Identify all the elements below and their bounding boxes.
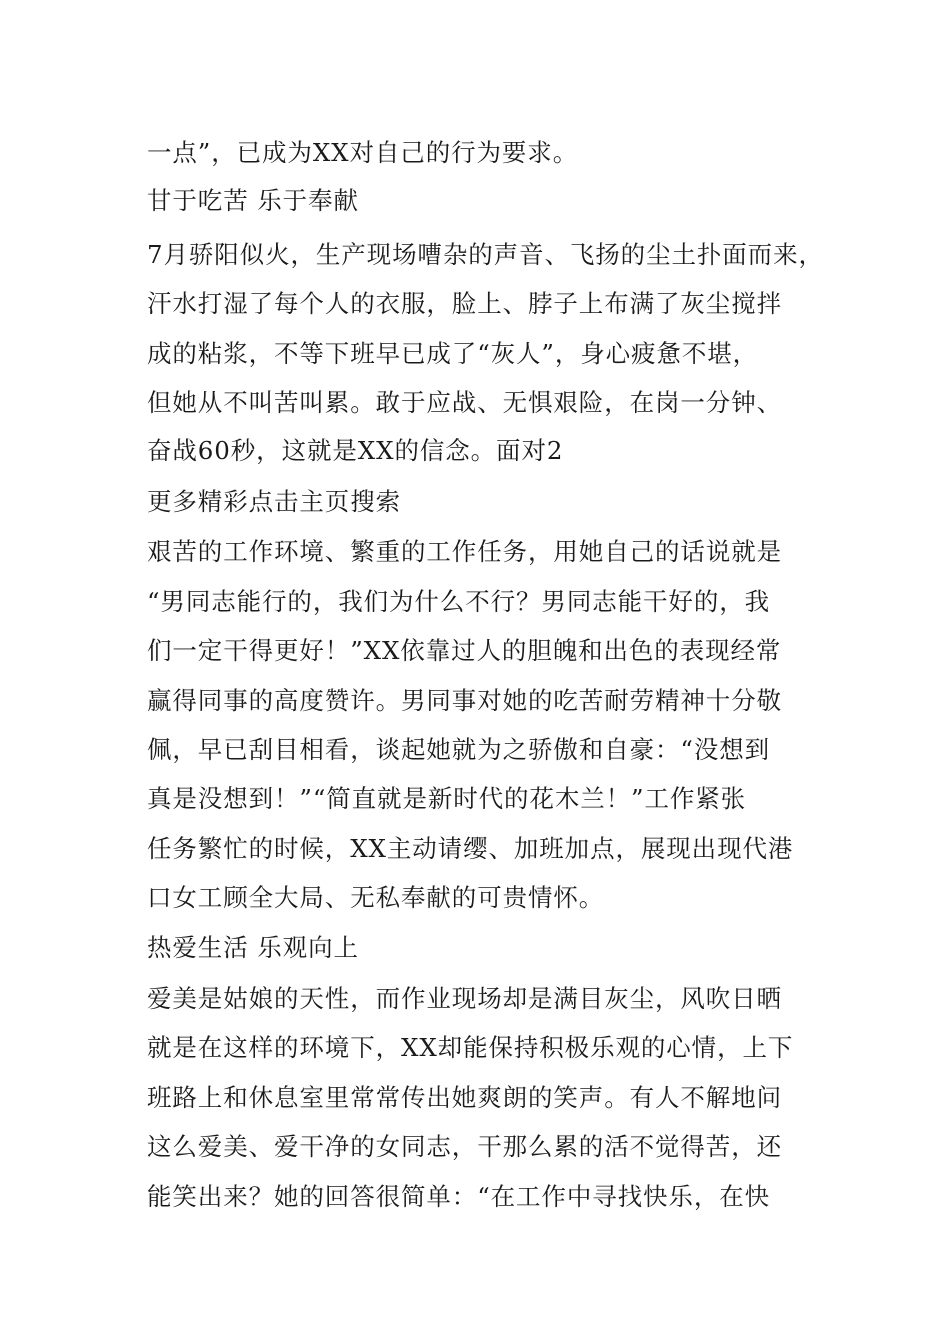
text-line: “男同志能行的，我们为什么不行？男同志能干好的，我 — [147, 587, 771, 616]
text-line: 爱美是姑娘的天性，而作业现场却是满目灰尘，风吹日晒 — [147, 984, 782, 1013]
promo-line: 更多精彩点击主页搜索 — [147, 487, 401, 516]
text-line: 就是在这样的环境下，XX却能保持积极乐观的心情，上下 — [147, 1033, 794, 1062]
text-line: 奋战60秒，这就是XX的信念。面对2 — [147, 436, 564, 465]
text-line: 赢得同事的高度赞许。男同事对她的吃苦耐劳精神十分敬 — [147, 686, 782, 715]
text-line: 班路上和休息室里常常传出她爽朗的笑声。有人不解地问 — [147, 1083, 782, 1112]
text-line: 们一定干得更好！”XX依靠过人的胆魄和出色的表现经常 — [147, 636, 782, 665]
text-line: 艰苦的工作环境、繁重的工作任务，用她自己的话说就是 — [147, 537, 782, 566]
section-heading: 热爱生活 乐观向上 — [147, 933, 359, 962]
section-heading: 甘于吃苦 乐于奉献 — [147, 186, 359, 215]
text-line: 真是没想到！”“简直就是新时代的花木兰！”工作紧张 — [147, 784, 747, 813]
text-line: 汗水打湿了每个人的衣服，脸上、脖子上布满了灰尘搅拌 — [147, 289, 782, 318]
text-line: 7月骄阳似火，生产现场嘈杂的声音、飞扬的尘土扑面而来， — [147, 240, 824, 269]
text-line: 一点”，已成为XX对自己的行为要求。 — [147, 138, 579, 167]
text-line: 成的粘浆，不等下班早已成了“灰人”，身心疲惫不堪， — [147, 339, 759, 368]
text-line: 佩，早已刮目相看，谈起她就为之骄傲和自豪：“没想到 — [147, 735, 771, 764]
text-line: 但她从不叫苦叫累。敢于应战、无惧艰险，在岗一分钟、 — [147, 388, 782, 417]
text-line: 能笑出来？她的回答很简单：“在工作中寻找快乐，在快 — [147, 1182, 771, 1211]
text-line: 这么爱美、爱干净的女同志，干那么累的活不觉得苦，还 — [147, 1132, 782, 1161]
text-line: 口女工顾全大局、无私奉献的可贵情怀。 — [147, 883, 605, 912]
text-line: 任务繁忙的时候，XX主动请缨、加班加点，展现出现代港 — [147, 834, 794, 863]
